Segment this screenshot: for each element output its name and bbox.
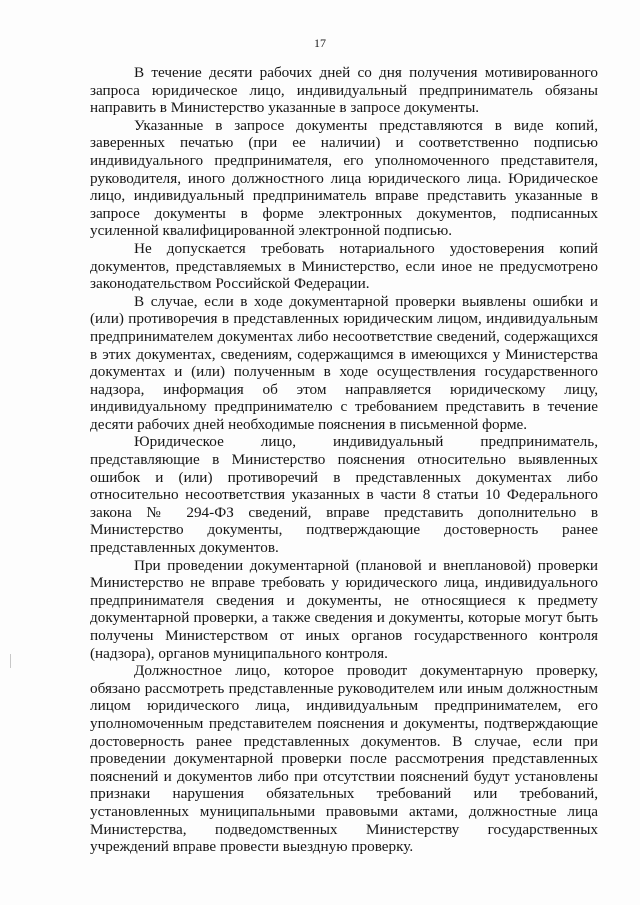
paragraph-document-copies: Указанные в запросе документы представляются в виде копий, заверенных печатью (при ее наличии) и соответственно подписью индивидуального предпринимателя, его уполномоченного представителя, руководителя, иного должностного лица юридического лица. Юридическое лицо, индивидуальный предприниматель вправе представить указанные в запросе документы в форме электронных документов, подписанных усиленной квалифицированной электронной подписью. [90,116,598,240]
paragraph-restrictions: При проведении документарной (плановой и внеплановой) проверки Министерство не вправе требовать у юридического лица, индивидуального предпринимателя сведения и документы, не относящиеся к предмету документарной проверки, а также сведения и документы, которые могут быть получены Министерством от иных органов государственного контроля (надзора), органов муниципального контроля. [90,556,598,662]
paragraph-official-duties: Должностное лицо, которое проводит документарную проверку, обязано рассмотреть представленные руководителем или иным должностным лицом юридического лица, индивидуальным предпринимателем, его уполномоченным представителем пояснения и документы, подтверждающие достоверность ранее представленных документов. В случае, если при проведении документарной проверки после рассмотрения представленных пояснений и документов либо при отсутствии пояснений будут установлены признаки нарушения обязательных требований или требований, установленных муниципальными правовыми актами, должностные лица Министерства, подведомственных Министерству государственных учреждений вправе провести выездную проверку. [90,662,598,856]
margin-mark [10,654,11,668]
document-body [90,64,598,856]
paragraph-request-deadline: В течение десяти рабочих дней со дня получения мотивированного запроса юридическое лицо, индивидуальный предприниматель обязаны направить в Министерство указанные в запросе документы. [90,64,598,117]
paragraph-explanations: Юридическое лицо, индивидуальный предприниматель, представляющие в Министерство пояснения относительно выявленных ошибок и (или) противоречий в представленных документах либо относительно несоответствия указанных в части 8 статьи 10 Федерального закона № 294-ФЗ сведений, вправе представить дополнительно в Министерство документы, подтверждающие достоверность ранее представленных документов. [90,433,598,557]
page-number: 17 [314,36,326,50]
paragraph-errors-found: В случае, если в ходе документарной проверки выявлены ошибки и (или) противоречия в представленных юридическим лицом, индивидуальным предпринимателем документах либо несоответствие сведений, содержащихся в этих документах, сведениям, содержащимся в имеющихся у Министерства документах и (или) полученным в ходе осуществления государственного надзора, информация об этом направляется юридическому лицу, индивидуальному предпринимателю с требованием представить в течение десяти рабочих дней необходимые пояснения в письменной форме. [90,292,598,433]
paragraph-notarization: Не допускается требовать нотариального удостоверения копий документов, представляемых в Министерство, если иное не предусмотрено законодательством Российской Федерации. [90,239,598,293]
